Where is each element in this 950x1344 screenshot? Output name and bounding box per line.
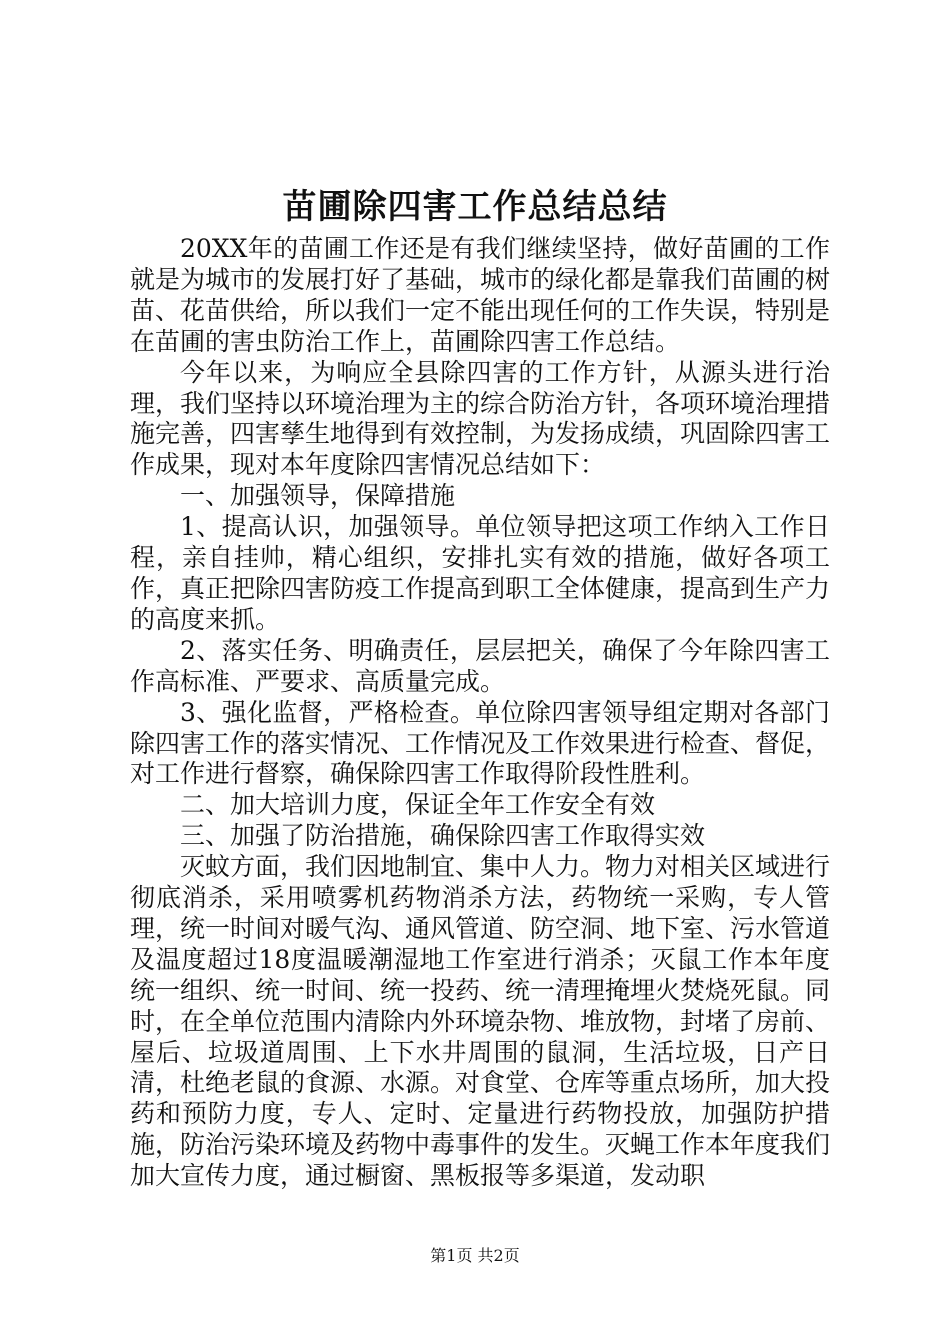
section-heading-3: 三、加强了防治措施，确保除四害工作取得实效 bbox=[180, 821, 706, 851]
document-body bbox=[130, 234, 830, 1192]
page-footer: 第1页 共2页 bbox=[430, 1246, 520, 1265]
paragraph-item-2: 2、落实任务、明确责任，层层把关，确保了今年除四害工作高标准、严要求、高质量完成。 bbox=[130, 635, 830, 696]
section-heading-2: 二、加大培训力度，保证全年工作安全有效 bbox=[180, 790, 656, 820]
paragraph-intro: 20XX年的苗圃工作还是有我们继续坚持，做好苗圃的工作就是为城市的发展打好了基础，城市的绿化都是靠我们苗圃的树苗、花苗供给，所以我们一定不能出现任何的工作失误，特别是在苗圃的害虫防治工作上，苗圃除四害工作总结。 bbox=[130, 234, 831, 356]
paragraph-item-3: 3、强化监督，严格检查。单位除四害领导组定期对各部门除四害工作的落实情况、工作情况及工作效果进行检查、督促，对工作进行督察，确保除四害工作取得阶段性胜利。 bbox=[130, 697, 831, 789]
paragraph-item-1: 1、提高认识，加强领导。单位领导把这项工作纳入工作日程，亲自挂帅，精心组织，安排扎实有效的措施，做好各项工作，真正把除四害防疫工作提高到职工全体健康，提高到生产力的高度来抓。 bbox=[130, 512, 831, 634]
section-heading-1: 一、加强领导，保障措施 bbox=[180, 481, 456, 511]
document-title: 苗圃除四害工作总结总结 bbox=[282, 187, 668, 227]
paragraph-pest-control: 灭蚊方面，我们因地制宜、集中人力。物力对相关区域进行彻底消杀，采用喷雾机药物消杀方法，药物统一采购，专人管理，统一时间对暖气沟、通风管道、防空洞、地下室、污水管道及温度超过18度温暖潮湿地工作室进行消杀；灭鼠工作本年度统一组织、统一时间、统一投药、统一清理掩埋火焚烧死鼠。同时，在全单位范围内清除内外环境杂物、堆放物，封堵了房前、屋后、垃圾道周围、上下水井周围的鼠洞，生活垃圾，日产日清，杜绝老鼠的食源、水源。对食堂、仓库等重点场所，加大投药和预防力度，专人、定时、定量进行药物投放，加强防护措施，防治污染环境及药物中毒事件的发生。灭蝇工作本年度我们加大宣传力度，通过橱窗、黑板报等多渠道，发动职 bbox=[130, 852, 831, 1191]
paragraph-overview: 今年以来，为响应全县除四害的工作方针，从源头进行治理，我们坚持以环境治理为主的综合防治方针，各项环境治理措施完善，四害孳生地得到有效控制，为发扬成绩，巩固除四害工作成果，现对本年度除四害情况总结如下： bbox=[130, 357, 831, 480]
